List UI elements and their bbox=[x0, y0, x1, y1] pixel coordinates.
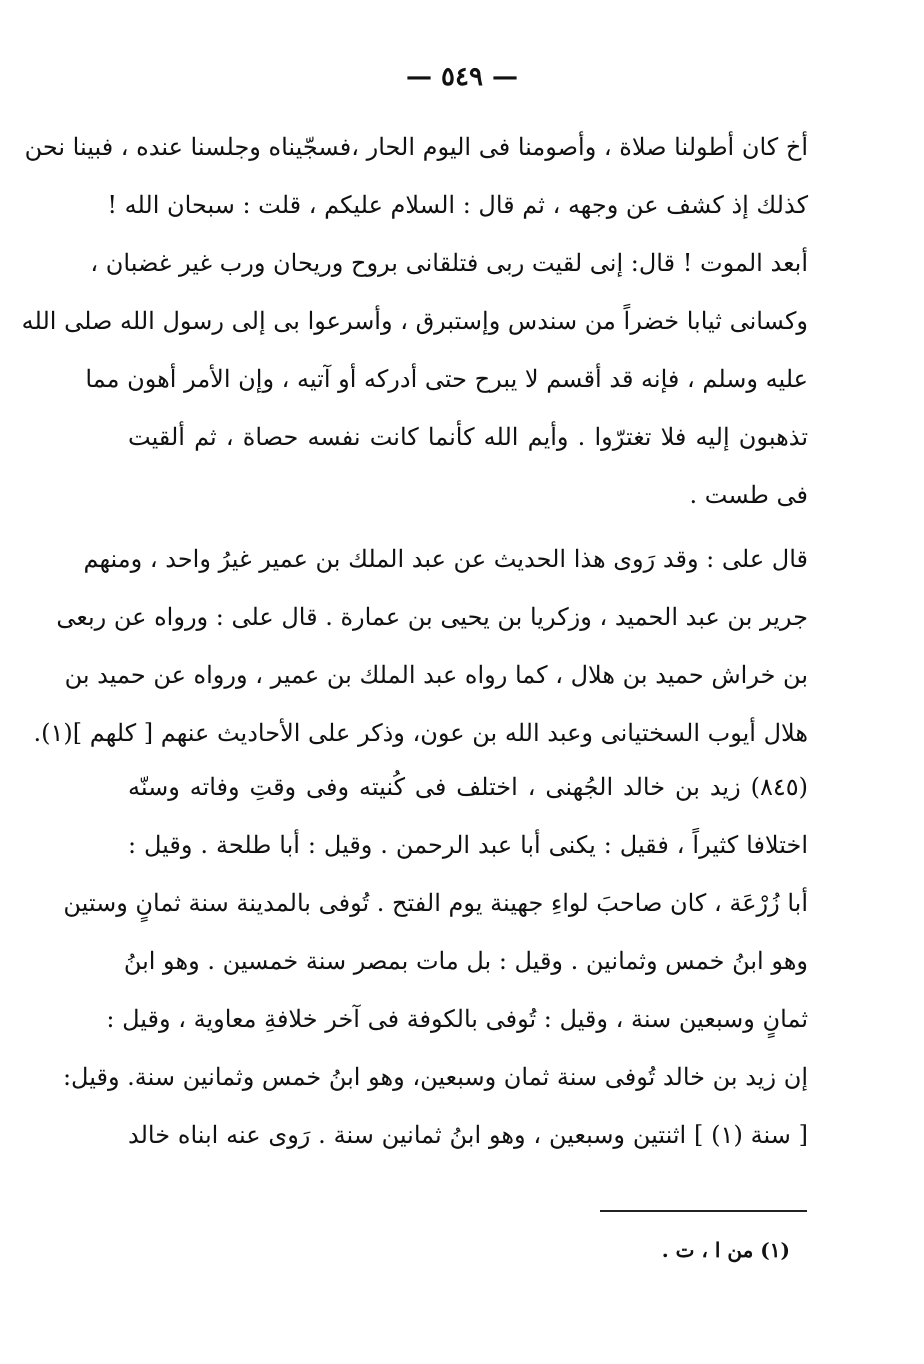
text-line: إن زيد بن خالد تُوفى سنة ثمان وسبعين، وهو ابنُ خمس وثمانين سنة. وقيل: bbox=[62, 1063, 808, 1091]
text-line: وهو ابنُ خمس وثمانين . وقيل : بل مات بمصر سنة خمسين . وهو ابنُ bbox=[123, 947, 808, 975]
text-line: (٨٤٥) زيد بن خالد الجُهنى ، اختلف فى كُنيته وفى وقتِ وفاته وسنّه bbox=[128, 773, 808, 801]
paragraph-biography-entry-845 bbox=[62, 758, 809, 1164]
text-line: هلال أيوب السختيانى وعبد الله بن عون، وذكر على الأحاديث عنهم [ كلهم ](١). bbox=[33, 719, 808, 747]
text-line: اختلافا كثيراً ، فقيل : يكنى أبا عبد الرحمن . وقيل : أبا طلحة . وقيل : bbox=[128, 831, 808, 859]
text-line: قال على : وقد رَوى هذا الحديث عن عبد الملك بن عمير غيرُ واحد ، ومنهم bbox=[83, 545, 808, 573]
text-line: ثمانٍ وسبعين سنة ، وقيل : تُوفى بالكوفة فى آخر خلافةِ معاوية ، وقيل : bbox=[106, 1005, 808, 1033]
text-line: جرير بن عبد الحميد ، وزكريا بن يحيى بن عمارة . قال على : ورواه عن ربعى bbox=[56, 603, 808, 631]
text-line: أبعد الموت ! قال: إنى لقيت ربى فتلقانى بروح وريحان ورب غير غضبان ، bbox=[90, 249, 808, 277]
paragraph-chain-of-narration bbox=[33, 530, 808, 762]
text-line: أبا زُرْعَة ، كان صاحبَ لواءِ جهينة يوم الفتح . تُوفى بالمدينة سنة ثمانٍ وستين bbox=[63, 889, 808, 917]
text-line: كذلك إذ كشف عن وجهه ، ثم قال : السلام عليكم ، قلت : سبحان الله ! bbox=[107, 191, 808, 219]
text-line: فى طست . bbox=[689, 481, 808, 509]
text-line: أخ كان أطولنا صلاة ، وأصومنا فى اليوم الحار ،فسجّيناه وجلسنا عنده ، فبينا نحن bbox=[24, 133, 808, 161]
paragraph-hadith-narration bbox=[21, 118, 809, 524]
text-line: [ سنة (١) ] اثنتين وسبعين ، وهو ابنُ ثمانين سنة . رَوى عنه ابناه خالد bbox=[128, 1121, 809, 1149]
text-line: عليه وسلم ، فإنه قد أقسم لا يبرح حتى أدركه أو آتيه ، وإن الأمر أهون مما bbox=[85, 365, 808, 393]
text-line: وكسانى ثيابا خضراً من سندس وإستبرق ، وأسرعوا بى إلى رسول الله صلى الله bbox=[21, 307, 808, 335]
footnote-divider bbox=[600, 1210, 807, 1212]
text-line: بن خراش حميد بن هلال ، كما رواه عبد الملك بن عمير ، ورواه عن حميد بن bbox=[64, 661, 808, 689]
page-number: — ٥٤٩ — bbox=[405, 62, 519, 92]
footnote: (١) من ا ، ت . bbox=[661, 1238, 790, 1262]
text-line: تذهبون إليه فلا تغترّوا . وأيم الله كأنما كانت نفسه حصاة ، ثم ألقيت bbox=[128, 423, 809, 451]
